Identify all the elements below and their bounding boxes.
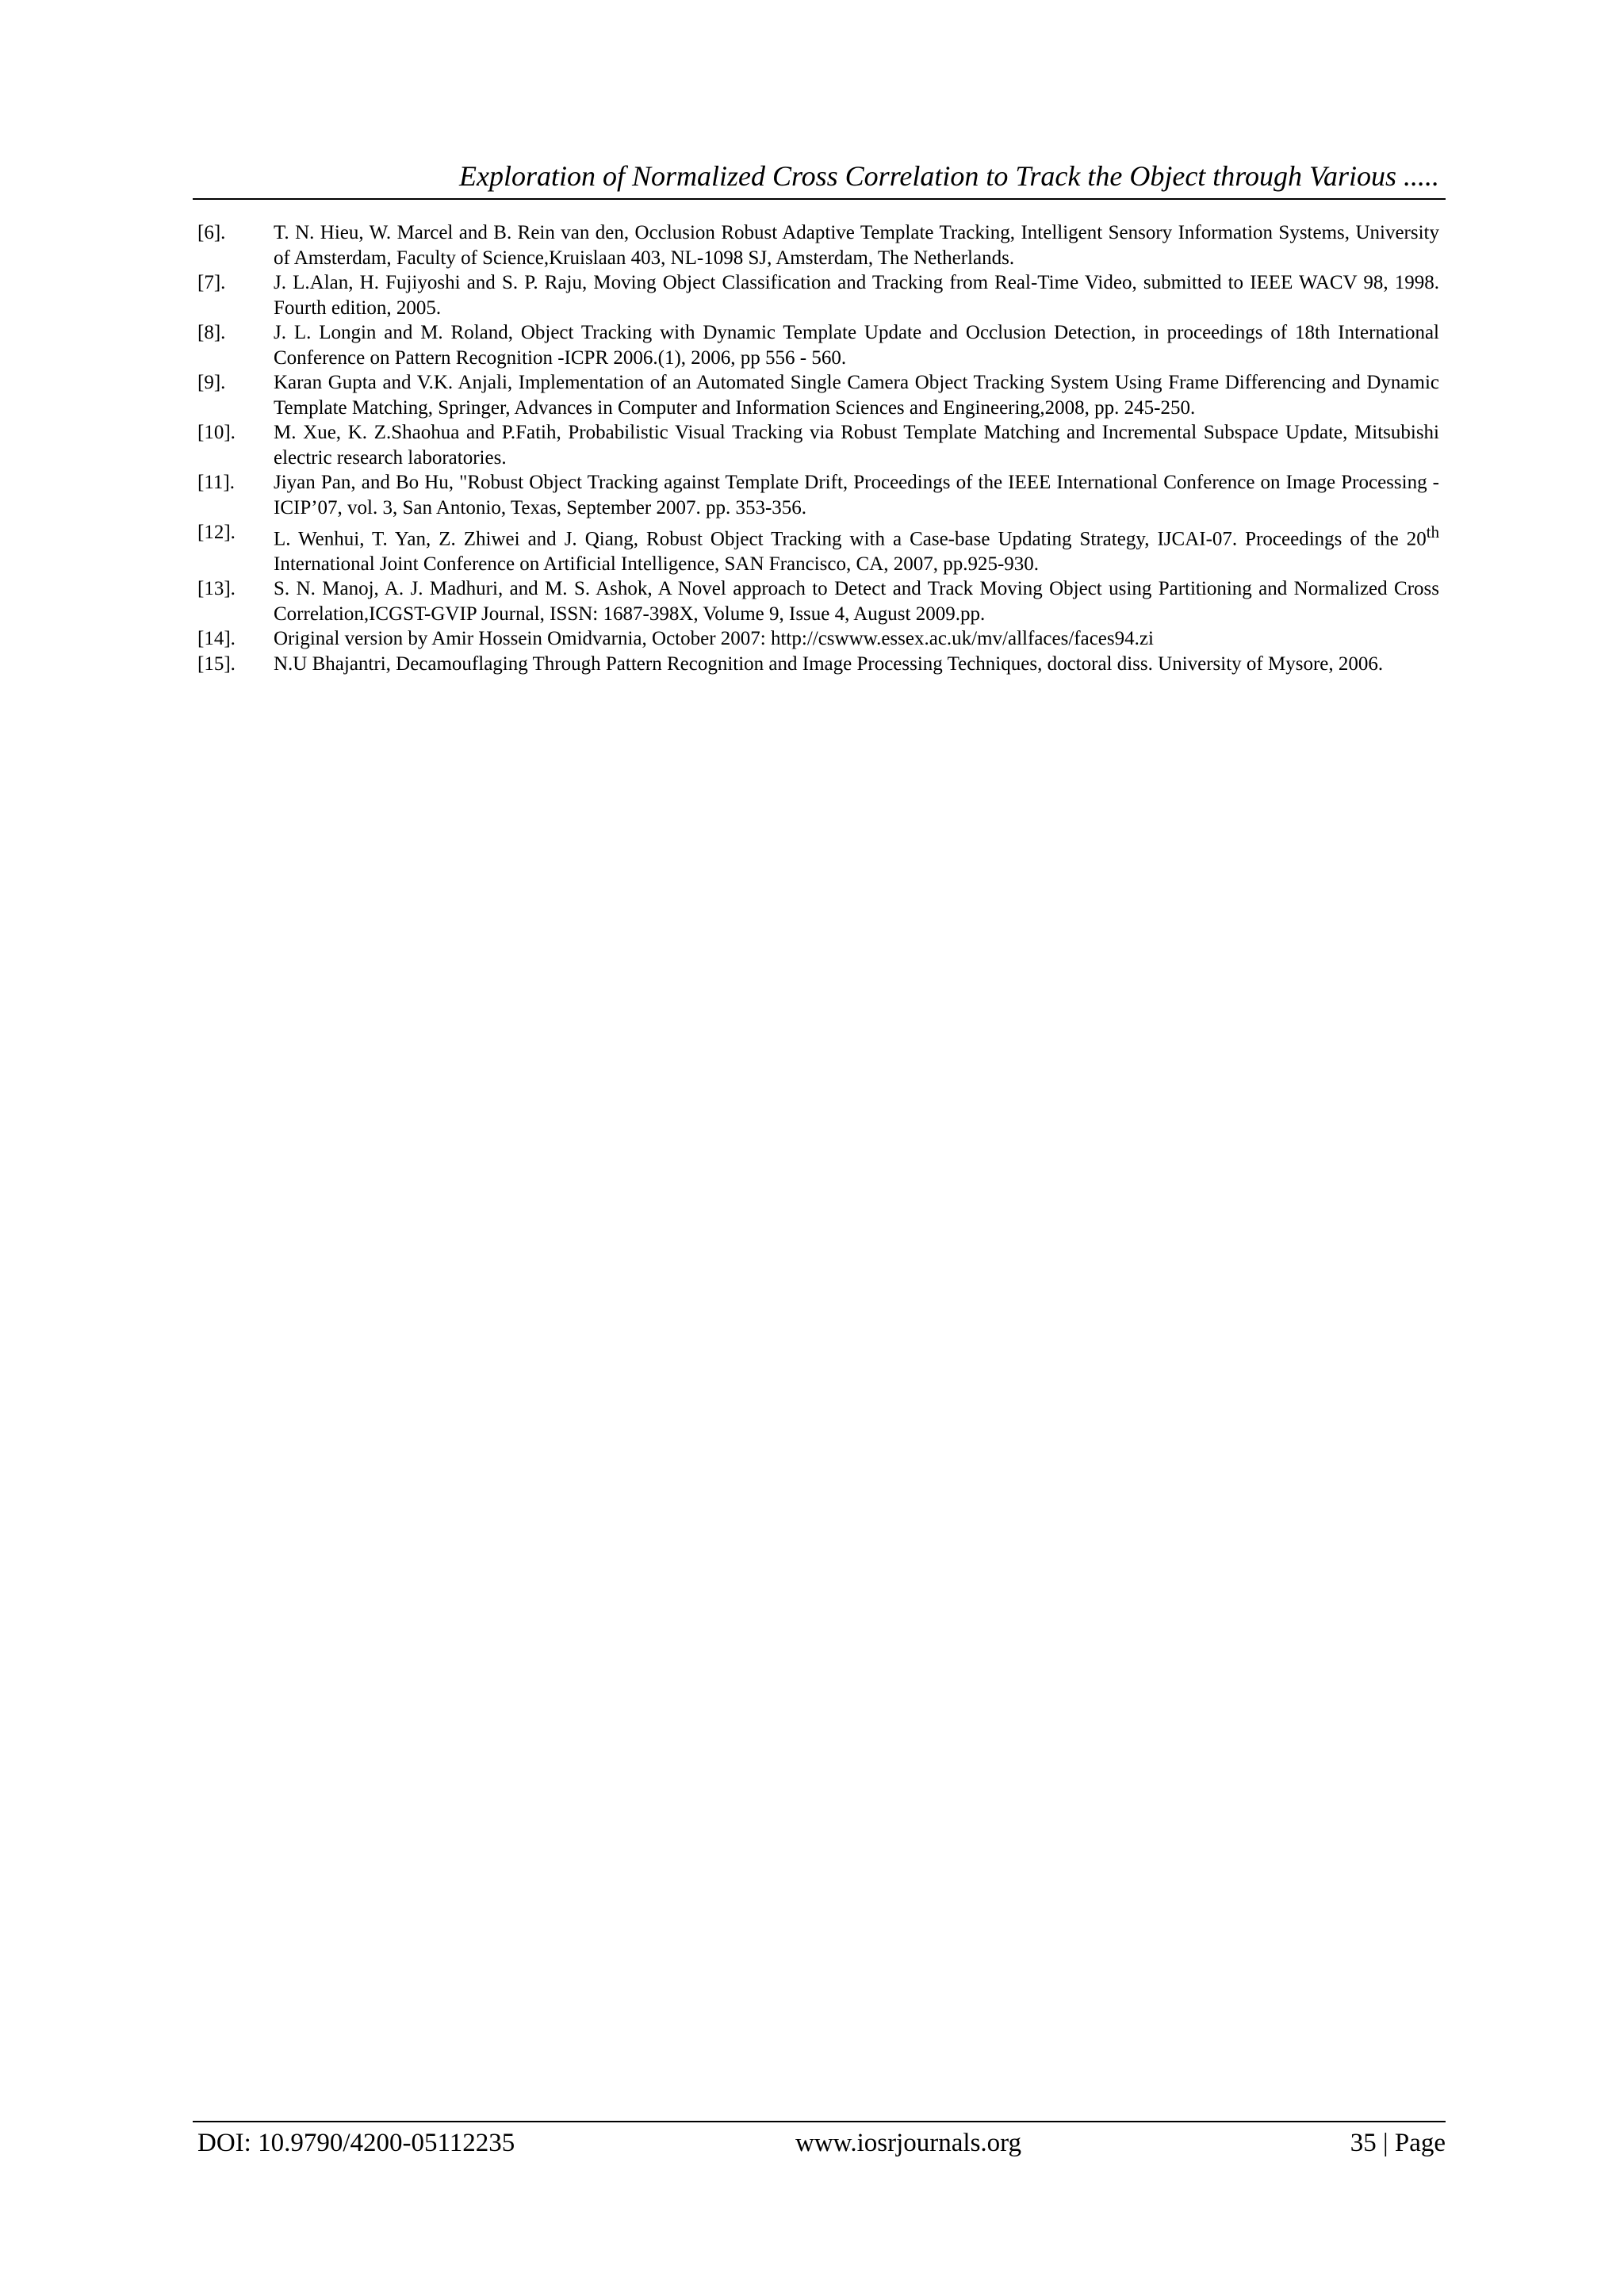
reference-item (197, 652, 1439, 677)
reference-number: [9]. (197, 372, 226, 393)
reference-number: [7]. (197, 272, 226, 293)
reference-item (197, 470, 1439, 520)
reference-number: [13]. (197, 578, 236, 600)
running-header (193, 151, 1446, 200)
header-title: Exploration of Normalized Cross Correlation to Track the Object through Various ..... (458, 160, 1439, 192)
reference-text: M. Xue, K. Z.Shaohua and P.Fatih, Probabilistic Visual Tracking via Robust Template Matching and Incremental Subspace Update, Mitsubishi electric research laboratories. (274, 422, 1439, 469)
page-footer (193, 2121, 1446, 2170)
reference-text-part: L. Wenhui, T. Yan, Z. Zhiwei and J. Qiang, Robust Object Tracking with a Case-base Updating Strategy, IJCAI-07. Proceedings of the 20 (274, 528, 1427, 550)
reference-item (197, 270, 1439, 320)
reference-text: S. N. Manoj, A. J. Madhuri, and M. S. Ashok, A Novel approach to Detect and Track Moving Object using Partitioning and Normalized Cross Correlation,ICGST-GVIP Journal, ISSN: 1687-398X, Volume 9, Issue 4, August 2009.pp. (274, 578, 1439, 625)
reference-text (274, 520, 1439, 576)
footer-page-number: 35 | Page (1350, 2129, 1446, 2157)
reference-item (197, 320, 1439, 370)
reference-number: [10]. (197, 422, 236, 443)
reference-text: J. L. Longin and M. Roland, Object Tracking with Dynamic Template Update and Occlusion Detection, in proceedings of 18th International Conference on Pattern Recognition -ICPR 2006.(1), 2006, pp 556 - 560. (274, 322, 1439, 369)
reference-item (197, 220, 1439, 270)
reference-number: [6]. (197, 222, 226, 243)
reference-list (197, 220, 1439, 676)
reference-item (197, 576, 1439, 626)
reference-text: Karan Gupta and V.K. Anjali, Implementation of an Automated Single Camera Object Tracking System Using Frame Differencing and Dynamic Template Matching, Springer, Advances in Computer and Information Sciences and Engineering,2008, pp. 245-250. (274, 372, 1439, 419)
reference-number: [15]. (197, 652, 236, 675)
reference-text: N.U Bhajantri, Decamouflaging Through Pattern Recognition and Image Processing Techniques, doctoral diss. University of Mysore, 2006. (274, 652, 1384, 675)
reference-item (197, 420, 1439, 470)
footer-doi: DOI: 10.9790/4200-05112235 (197, 2129, 515, 2157)
reference-text: Original version by Amir Hossein Omidvarnia, October 2007: http://cswww.essex.ac.uk/mv/allfaces/faces94.zi (274, 628, 1154, 650)
reference-number: [11]. (197, 472, 235, 493)
reference-item (197, 520, 1439, 576)
reference-number: [12]. (197, 522, 236, 543)
reference-item (197, 626, 1439, 652)
ordinal-superscript: th (1426, 522, 1439, 541)
reference-number: [8]. (197, 322, 226, 343)
reference-text: J. L.Alan, H. Fujiyoshi and S. P. Raju, Moving Object Classification and Tracking from Real-Time Video, submitted to IEEE WACV 98, 1998. Fourth edition, 2005. (274, 272, 1439, 319)
reference-text-part: International Joint Conference on Artificial Intelligence, SAN Francisco, CA, 2007, pp.925-930. (274, 553, 1040, 575)
reference-text: T. N. Hieu, W. Marcel and B. Rein van den, Occlusion Robust Adaptive Template Tracking, Intelligent Sensory Information Systems, University of Amsterdam, Faculty of Science,Kruislaan 403, NL-1098 SJ, Amsterdam, The Netherlands. (274, 222, 1439, 269)
reference-text: Jiyan Pan, and Bo Hu, "Robust Object Tracking against Template Drift, Proceedings of the IEEE International Conference on Image Processing -ICIP’07, vol. 3, San Antonio, Texas, September 2007. pp. 353-356. (274, 472, 1439, 519)
footer-website: www.iosrjournals.org (795, 2129, 1022, 2157)
reference-number: [14]. (197, 628, 236, 650)
reference-item (197, 370, 1439, 420)
